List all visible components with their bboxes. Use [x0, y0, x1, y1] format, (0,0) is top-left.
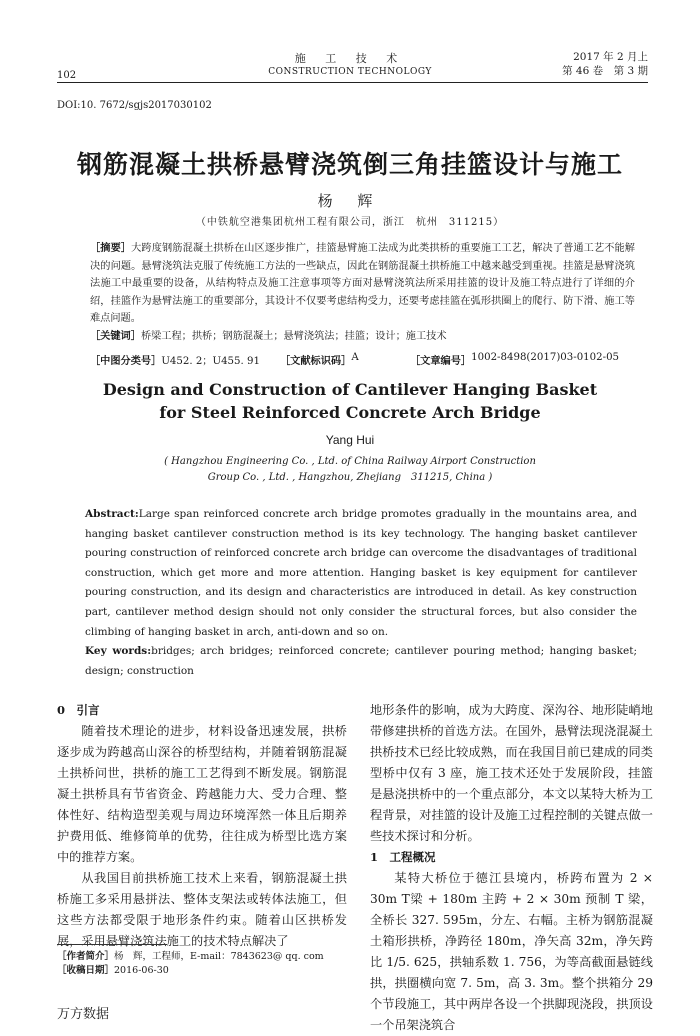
affiliation-en: [0, 454, 700, 486]
journal-name-cn: 施 工 技 术: [294, 52, 406, 65]
header-rule: [57, 82, 648, 83]
body-column-right: [370, 700, 653, 1036]
title-cn: 钢筋混凝土拱桥悬臂浇筑倒三角挂篮设计与施工: [76, 150, 623, 179]
footnote-date-label: ［收稿日期］: [57, 965, 115, 976]
journal-name-en: CONSTRUCTION TECHNOLOGY: [268, 67, 432, 77]
intro-paragraph-2-cont: 地形条件的影响，成为大跨度、深沟谷、地形陡峭地带修建拱桥的首选方法。在国外，悬臂法现浇混凝土拱桥技术已经比较成熟，而在我国目前已建成的同类型桥中仅有 3 座，施工技术还处于发展阶段，挂篮是悬浇拱桥中的一个重点部分，本文以某特大桥为工程背景，对挂篮的设计及施工过程控制的关键点做一些技术探讨和分析。: [370, 703, 653, 843]
article-no-value: 1002-8498(2017)03-0102-05: [471, 352, 620, 363]
abstract-cn-label: ［摘要］: [90, 242, 132, 254]
intro-paragraph-1: 随着技术理论的进步，材料设备迅速发展，拱桥逐步成为跨越高山深谷的桥型结构，并随着钢筋混凝土拱桥问世，拱桥的施工工艺得到不断发展。钢筋混凝土拱桥具有节省资金、跨越能力大、受力合理、整体性好、结构造型美观与周边环境浑然一体且后期养护费用低、维修简单的优势，往往成为桥型比选方案中的推荐方案。: [57, 724, 347, 864]
intro-paragraph-2: 从我国目前拱桥施工技术上来看，钢筋混凝土拱桥施工多采用悬拼法、整体支架法或转体法施工，但这些方法都受限于地形条件约束。随着山区拱桥发展，采用悬臂浇筑法施工的技术特点解决了: [57, 871, 347, 948]
footnote-author-label: ［作者简介］: [57, 951, 115, 962]
issue-date: 2017 年 2 月上: [573, 51, 648, 63]
watermark: 万方数据: [57, 1007, 110, 1022]
title-en: [0, 378, 700, 424]
doi: DOI:10. 7672/sgjs2017030102: [57, 100, 212, 111]
clc-value: U452. 2；U455. 91: [161, 356, 260, 367]
volume-issue: 第 46 卷 第 3 期: [562, 65, 648, 77]
keywords-cn-text: 桥梁工程；拱桥；钢筋混凝土；悬臂浇筑法；挂篮；设计；施工技术: [140, 330, 447, 342]
affiliation-cn: （中铁航空港集团杭州工程有限公司，浙江 杭州 311215）: [195, 217, 505, 228]
keywords-cn-label: ［关键词］: [90, 329, 141, 342]
affiliation-en-line2: Group Co. , Ltd. , Hangzhou, Zhejiang 311215, China ): [207, 472, 493, 483]
keywords-en-label: Key words:: [85, 645, 152, 658]
affiliation-en-line1: ( Hangzhou Engineering Co. , Ltd. of China Railway Airport Construction: [164, 456, 536, 467]
body-column-left: [57, 700, 347, 952]
author-cn: 杨 辉: [317, 192, 383, 210]
abstract-cn: [90, 240, 635, 345]
keywords-en-text: bridges; arch bridges; reinforced concrete; cantilever pouring method; hanging basket; design; construction: [85, 645, 637, 677]
abstract-en-text: Large span reinforced concrete arch bridge promotes gradually in the mountains area, and hanging basket cantilever construction method is its key technology. The hanging basket cantilever pouring construction of reinforced concrete arch bridge can overcome the disadvantages of traditional construction, which get more and more attention. Hanging basket is key equipment for cantilever pouring construction, and its design and characteristics are introduced in detail. As key construction part, cantilever method design should not only consider the structural forces, but also consider the climbing of hanging basket in arch, anti-down and so on.: [85, 508, 637, 638]
doc-code-value: A: [351, 352, 359, 363]
footnote-author-text: 杨 辉，工程师，E-mail：7843623@ qq. com: [114, 951, 324, 962]
author-en: Yang Hui: [325, 433, 375, 447]
clc-label: ［中图分类号］: [90, 355, 162, 367]
footnote: [57, 950, 324, 978]
footnote-rule: [57, 944, 167, 945]
footnote-date-text: 2016-06-30: [114, 965, 169, 976]
abstract-en-label: Abstract:: [85, 508, 139, 520]
article-no-label: ［文章编号］: [410, 355, 472, 367]
overview-paragraph-1: 某特大桥位于德江县境内，桥跨布置为 2 × 30m T梁 + 180m 主跨 + 2 × 30m 预制 T 梁，全桥长 327. 595m，分左、右幅。主桥为钢筋混凝土箱形拱桥，净跨径 180m，净矢高 32m，净矢跨比 1/5. 625，拱轴系数 1. 756，为等高截面悬链线拱，拱圈横向宽 7. 5m，高 3. 3m。整个拱箱分 29 个节段施工，其中两岸各设一个拱脚现浇段，拱顶设一个吊架浇筑合: [370, 871, 653, 1032]
section-heading-overview: 1 工程概况: [370, 850, 436, 864]
doc-code-label: ［文献标识码］: [280, 355, 352, 367]
page-number: 102: [57, 70, 77, 81]
abstract-en: [85, 505, 637, 681]
abstract-cn-text: 大跨度钢筋混凝土拱桥在山区逐步推广，挂篮悬臂施工法成为此类拱桥的重要施工工艺，解决了普通工艺不能解决的问题。悬臂浇筑法克服了传统施工方法的一些缺点，因此在钢筋混凝土拱桥施工中越来越受到重视。挂篮是悬臂浇筑法施工中最重要的设备，从结构特点及施工注意事项等方面对悬臂浇筑法所采用挂篮的设计及施工特点进行了详细的介绍，挂篮作为悬臂法施工的重要部分，其设计不仅要考虑结构受力，还要考虑挂篮在弧形拱圈上的爬行、防下滑、施工等难点问题。: [90, 243, 635, 324]
section-heading-intro: 0 引言: [57, 703, 100, 717]
title-en-line2: for Steel Reinforced Concrete Arch Bridge: [159, 403, 541, 422]
title-en-line1: Design and Construction of Cantilever Hanging Basket: [102, 380, 598, 399]
